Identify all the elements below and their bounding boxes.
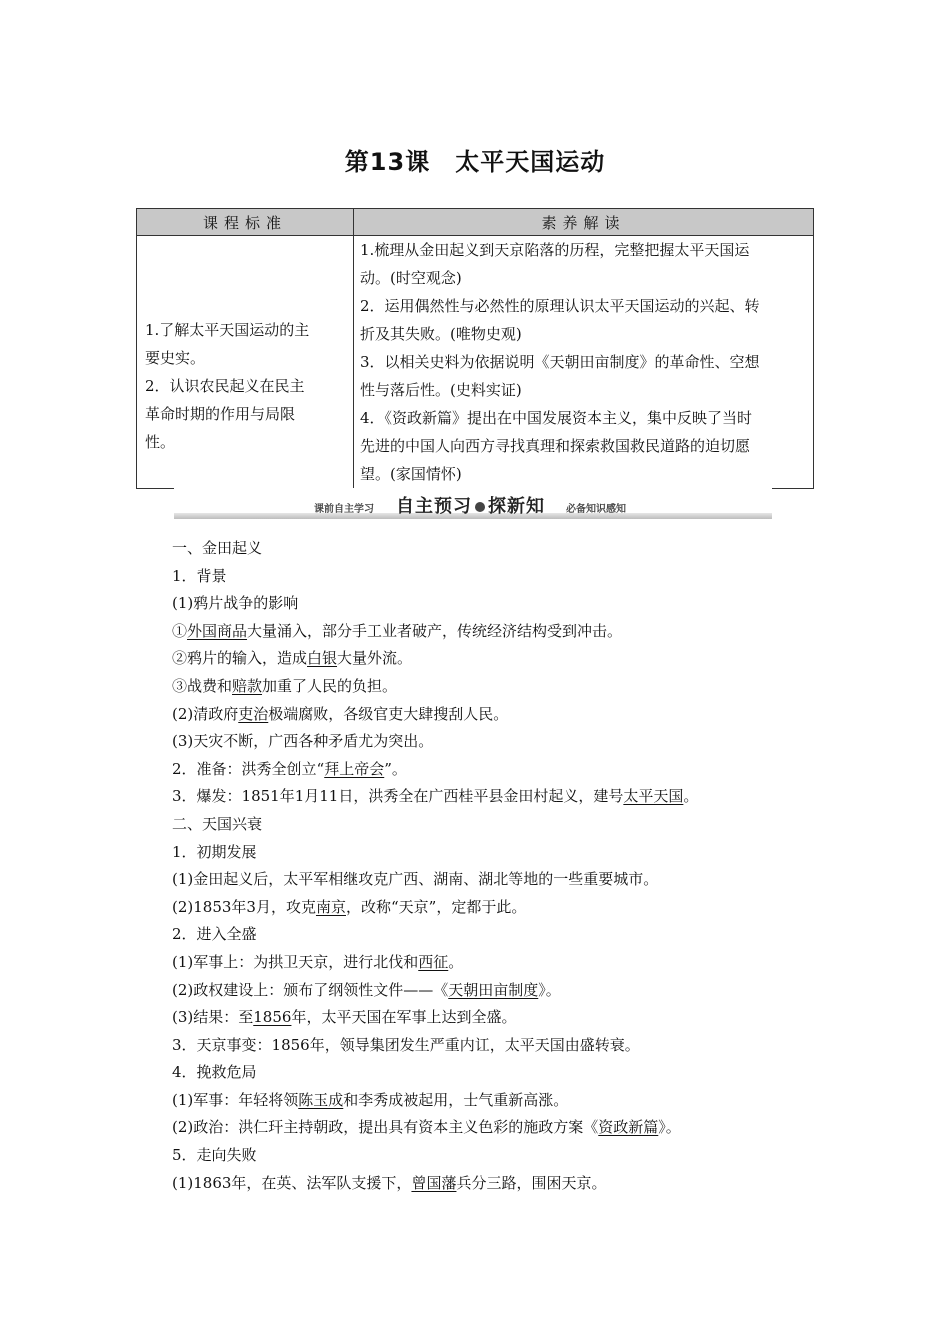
answer-blank: 赔款	[232, 676, 263, 695]
table-header-standards: 课程标准	[137, 209, 354, 236]
text-segment: (2)政治：洪仁玕主持朝政，提出具有资本主义色彩的施政方案《	[172, 1118, 599, 1137]
content-line	[172, 535, 792, 563]
literacy-line: 折及其失败。(唯物史观)	[360, 325, 522, 343]
standards-line: 性。	[145, 433, 176, 451]
text-segment: (3)结果：至	[172, 1008, 254, 1027]
text-segment: 大量涌入，部分手工业者破产，传统经济结构受到冲击。	[247, 621, 623, 640]
text-segment: (2)1853年3月，攻克	[172, 897, 316, 916]
text-segment: 加重了人民的负担。	[262, 676, 398, 695]
answer-blank: 资政新篇	[598, 1118, 659, 1137]
text-segment: (1)军事上：为拱卫天京，进行北伐和	[172, 952, 419, 971]
text-segment: 2．进入全盛	[172, 925, 257, 944]
answer-blank: 西征	[418, 952, 449, 971]
text-segment: 和李秀成被起用，士气重新高涨。	[343, 1090, 569, 1109]
text-segment: ”。	[384, 759, 407, 778]
text-segment: (1)金田起义后，太平军相继攻克广西、湖南、湖北等地的一些重要城市。	[172, 870, 659, 889]
answer-blank: 1856	[253, 1008, 292, 1027]
content-line	[172, 921, 792, 949]
table-bottom-rule-left	[136, 488, 174, 489]
table-header-literacy: 素养解读	[354, 209, 814, 236]
text-segment: (1)1863年，在英、法军队支援下，	[172, 1173, 412, 1192]
content-line	[172, 673, 792, 701]
content-line	[172, 783, 792, 811]
text-segment: (1)军事：年轻将领	[172, 1090, 299, 1109]
text-segment: 兵分三路，围困天京。	[456, 1173, 607, 1192]
text-segment: 3．爆发：1851年1月11日，洪秀全在广西桂平县金田村起义，建号	[172, 787, 624, 806]
content-line	[172, 1032, 792, 1060]
banner-right-label: 必备知识感知	[566, 504, 626, 515]
text-segment: 2．准备：洪秀全创立“	[172, 759, 325, 778]
content-line	[172, 590, 792, 618]
section-banner	[174, 492, 772, 522]
text-segment: (2)政权建设上：颁布了纲领性文件——《	[172, 980, 449, 999]
content-line	[172, 1170, 792, 1198]
text-segment: ②鸦片的输入，造成	[172, 649, 308, 668]
answer-blank: 白银	[307, 649, 338, 668]
standards-line: 1.了解太平天国运动的主	[145, 321, 310, 339]
banner-main-title	[396, 492, 545, 518]
standards-line: 2．认识农民起义在民主	[145, 377, 305, 395]
answer-blank: 拜上帝会	[324, 759, 385, 778]
text-segment: 。	[683, 787, 699, 806]
content-line	[172, 563, 792, 591]
content-line	[172, 1059, 792, 1087]
content-line	[172, 728, 792, 756]
literacy-line: 3．以相关史料为依据说明《天朝田亩制度》的革命性、空想	[360, 353, 760, 371]
literacy-line: 望。(家国情怀)	[360, 465, 462, 483]
banner-main-a: 自主预习	[396, 496, 472, 517]
table-bottom-rule-right	[772, 488, 814, 489]
banner-left-label: 课前自主学习	[314, 504, 374, 515]
text-segment: 1．初期发展	[172, 842, 257, 861]
content-line	[172, 701, 792, 729]
content-line	[172, 1114, 792, 1142]
text-segment: (2)清政府	[172, 704, 239, 723]
text-segment: 4．挽救危局	[172, 1063, 257, 1082]
text-segment: 极端腐败，各级官吏大肆搜刮人民。	[268, 704, 509, 723]
content-line	[172, 1087, 792, 1115]
answer-blank: 南京	[315, 897, 346, 916]
lesson-content	[172, 535, 792, 1197]
answer-blank: 天朝田亩制度	[448, 980, 539, 999]
content-line	[172, 839, 792, 867]
content-line	[172, 645, 792, 673]
content-line	[172, 811, 792, 839]
content-line	[172, 977, 792, 1005]
content-line	[172, 894, 792, 922]
answer-blank: 陈玉成	[298, 1090, 344, 1109]
content-line	[172, 756, 792, 784]
answer-blank: 曾国藩	[411, 1173, 457, 1192]
literacy-line: 性与落后性。(史料实证)	[360, 381, 522, 399]
literacy-cell	[354, 236, 814, 489]
answer-blank: 吏治	[238, 704, 269, 723]
answer-blank: 外国商品	[187, 621, 248, 640]
text-segment: ，改称“天京”，定都于此。	[345, 897, 527, 916]
text-segment: 5．走向失败	[172, 1146, 257, 1165]
banner-main-b: 探新知	[488, 496, 545, 517]
text-segment: 大量外流。	[337, 649, 413, 668]
literacy-line: 先进的中国人向西方寻找真理和探索救国救民道路的迫切愿	[360, 437, 751, 455]
text-segment: 》。	[538, 980, 561, 999]
text-segment: (1)鸦片战争的影响	[172, 594, 299, 613]
literacy-line: 4．《资政新篇》提出在中国发展资本主义，集中反映了当时	[360, 409, 753, 427]
text-segment: ③战费和	[172, 676, 233, 695]
text-segment: 。	[448, 952, 464, 971]
text-segment: 年，太平天国在军事上达到全盛。	[291, 1008, 517, 1027]
text-segment: 二、天国兴衰	[172, 814, 263, 833]
text-segment: 》。	[658, 1118, 681, 1137]
standards-line: 革命时期的作用与局限	[145, 405, 296, 423]
literacy-line: 1.梳理从金田起义到天京陷落的历程，完整把握太平天国运	[360, 241, 750, 259]
content-line	[172, 1004, 792, 1032]
literacy-line: 动。(时空观念)	[360, 269, 462, 287]
content-line	[172, 1142, 792, 1170]
text-segment: 1．背景	[172, 566, 227, 585]
text-segment: (3)天灾不断，广西各种矛盾尤为突出。	[172, 732, 434, 751]
text-segment: 3．天京事变：1856年，领导集团发生严重内讧，太平天国由盛转衰。	[172, 1035, 640, 1054]
answer-blank: 太平天国	[623, 787, 684, 806]
literacy-line: 2．运用偶然性与必然性的原理认识太平天国运动的兴起、转	[360, 297, 760, 315]
text-segment: 一、金田起义	[172, 539, 263, 557]
arrow-dot-icon	[475, 502, 485, 512]
content-line	[172, 949, 792, 977]
text-segment: ①	[172, 621, 188, 640]
standards-line: 要史实。	[145, 349, 206, 367]
page-title: 第13课 太平天国运动	[344, 148, 606, 176]
content-line	[172, 618, 792, 646]
content-line	[172, 866, 792, 894]
curriculum-standards-table	[136, 208, 814, 488]
standards-cell	[137, 236, 354, 489]
